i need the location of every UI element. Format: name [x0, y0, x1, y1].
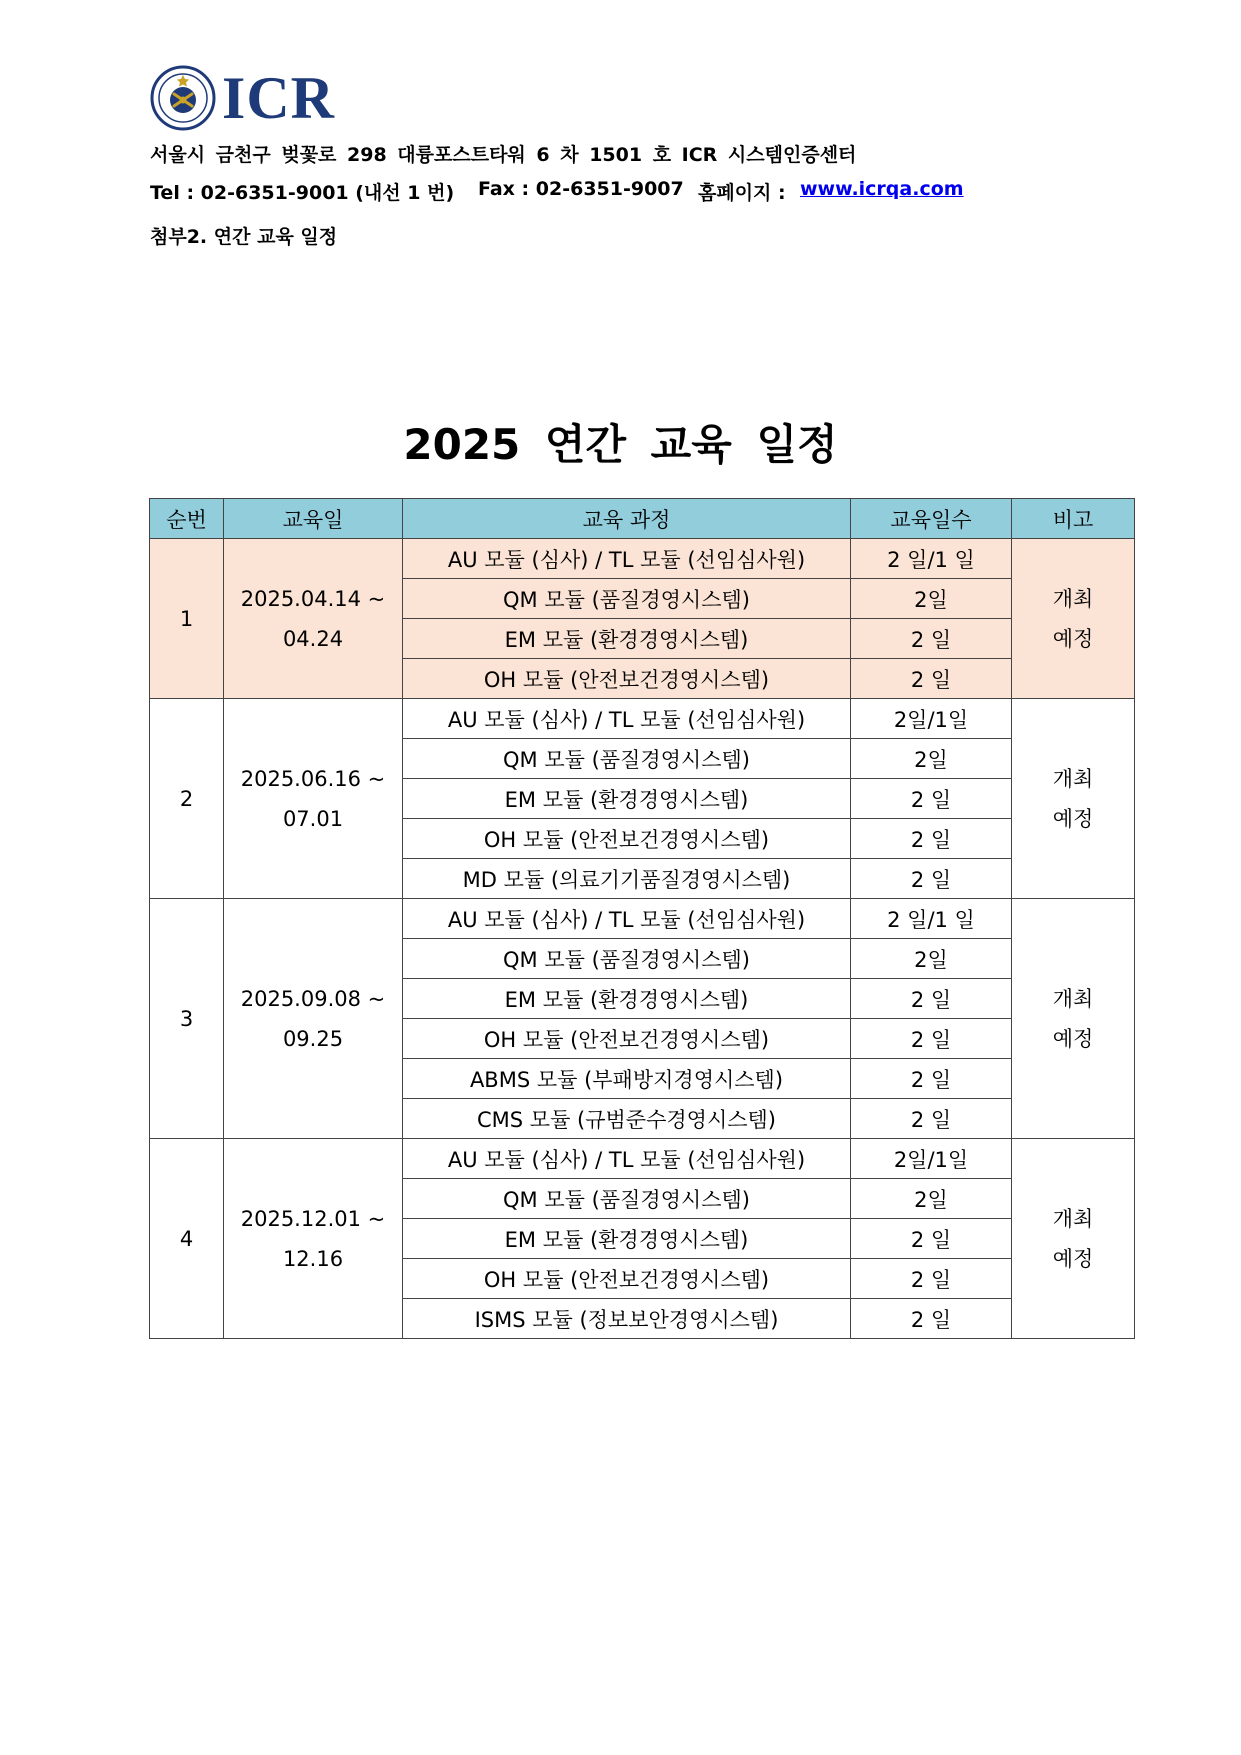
table-header-row	[150, 499, 1135, 539]
course-name: AU 모듈 (심사) / TL 모듈 (선임심사원)	[403, 699, 851, 739]
course-name: OH 모듈 (안전보건경영시스템)	[403, 1019, 851, 1059]
tel-number: Tel : 02-6351-9001 (내선 1 번)	[150, 182, 455, 204]
date-end: 04.24	[282, 626, 344, 651]
course-name: EM 모듈 (환경경영시스템)	[403, 979, 851, 1019]
course-days: 2 일	[851, 779, 1012, 819]
table-row	[150, 1139, 1135, 1179]
course-days: 2 일	[851, 619, 1012, 659]
group-date	[224, 699, 403, 899]
course-days: 2 일	[851, 1099, 1012, 1139]
course-name: OH 모듈 (안전보건경영시스템)	[403, 659, 851, 699]
course-name: AU 모듈 (심사) / TL 모듈 (선임심사원)	[403, 1139, 851, 1179]
note-line-1: 개최	[1052, 766, 1094, 791]
course-name: QM 모듈 (품질경영시스템)	[403, 579, 851, 619]
course-days: 2일	[851, 1179, 1012, 1219]
note-line-2: 예정	[1052, 1026, 1094, 1051]
header-note: 비고	[1012, 499, 1135, 539]
course-name: OH 모듈 (안전보건경영시스템)	[403, 1259, 851, 1299]
date-end: 12.16	[282, 1246, 344, 1271]
course-name: EM 모듈 (환경경영시스템)	[403, 1219, 851, 1259]
date-end: 09.25	[282, 1026, 344, 1051]
date-end: 07.01	[282, 806, 344, 831]
table-row	[150, 699, 1135, 739]
date-start: 2025.06.16 ~	[240, 766, 386, 791]
table-row	[150, 899, 1135, 939]
note-line-1: 개최	[1052, 1206, 1094, 1231]
course-days: 2일	[851, 579, 1012, 619]
course-days: 2 일	[851, 1299, 1012, 1339]
company-address: 서울시 금천구 벚꽃로 298 대륭포스트타워 6 차 1501 호 ICR 시스템인증센터	[150, 144, 857, 166]
table-row	[150, 539, 1135, 579]
group-date	[224, 1139, 403, 1339]
header-date: 교육일	[224, 499, 403, 539]
homepage-label: 홈페이지 :	[698, 182, 786, 204]
fax-number: Fax : 02-6351-9007	[478, 178, 684, 200]
course-name: QM 모듈 (품질경영시스템)	[403, 739, 851, 779]
date-start: 2025.04.14 ~	[240, 586, 386, 611]
course-days: 2 일	[851, 979, 1012, 1019]
note-line-1: 개최	[1052, 586, 1094, 611]
course-name: CMS 모듈 (규범준수경영시스템)	[403, 1099, 851, 1139]
note-line-1: 개최	[1052, 986, 1094, 1011]
group-number: 1	[150, 539, 224, 699]
course-days: 2일/1일	[851, 699, 1012, 739]
course-days: 2 일	[851, 1019, 1012, 1059]
group-number: 3	[150, 899, 224, 1139]
course-days: 2 일/1 일	[851, 539, 1012, 579]
course-name: AU 모듈 (심사) / TL 모듈 (선임심사원)	[403, 539, 851, 579]
logo-text: ICR	[222, 65, 336, 131]
course-days: 2 일	[851, 659, 1012, 699]
company-logo	[150, 62, 335, 134]
homepage-link[interactable]: www.icrqa.com	[800, 178, 964, 200]
course-name: ISMS 모듈 (정보보안경영시스템)	[403, 1299, 851, 1339]
course-name: OH 모듈 (안전보건경영시스템)	[403, 819, 851, 859]
course-name: EM 모듈 (환경경영시스템)	[403, 779, 851, 819]
course-name: ABMS 모듈 (부패방지경영시스템)	[403, 1059, 851, 1099]
schedule-table	[149, 498, 1135, 1339]
document-title: 2025 연간 교육 일정	[403, 420, 838, 469]
group-number: 2	[150, 699, 224, 899]
course-days: 2 일/1 일	[851, 899, 1012, 939]
note-line-2: 예정	[1052, 806, 1094, 831]
course-days: 2 일	[851, 859, 1012, 899]
course-days: 2 일	[851, 1219, 1012, 1259]
date-start: 2025.12.01 ~	[240, 1206, 386, 1231]
course-days: 2 일	[851, 819, 1012, 859]
course-days: 2일	[851, 739, 1012, 779]
course-name: QM 모듈 (품질경영시스템)	[403, 939, 851, 979]
course-name: EM 모듈 (환경경영시스템)	[403, 619, 851, 659]
note-line-2: 예정	[1052, 626, 1094, 651]
course-days: 2일/1일	[851, 1139, 1012, 1179]
group-note	[1012, 539, 1135, 699]
course-name: MD 모듈 (의료기기품질경영시스템)	[403, 859, 851, 899]
header-days: 교육일수	[851, 499, 1012, 539]
group-note	[1012, 699, 1135, 899]
course-days: 2 일	[851, 1059, 1012, 1099]
group-note	[1012, 1139, 1135, 1339]
header-course: 교육 과정	[403, 499, 851, 539]
course-name: AU 모듈 (심사) / TL 모듈 (선임심사원)	[403, 899, 851, 939]
group-number: 4	[150, 1139, 224, 1339]
course-days: 2 일	[851, 1259, 1012, 1299]
date-start: 2025.09.08 ~	[240, 986, 386, 1011]
group-date	[224, 539, 403, 699]
course-name: QM 모듈 (품질경영시스템)	[403, 1179, 851, 1219]
note-line-2: 예정	[1052, 1246, 1094, 1271]
attachment-label: 첨부2. 연간 교육 일정	[150, 226, 338, 248]
header-no: 순번	[150, 499, 224, 539]
course-days: 2일	[851, 939, 1012, 979]
group-note	[1012, 899, 1135, 1139]
group-date	[224, 899, 403, 1139]
icr-seal-icon	[150, 65, 216, 131]
